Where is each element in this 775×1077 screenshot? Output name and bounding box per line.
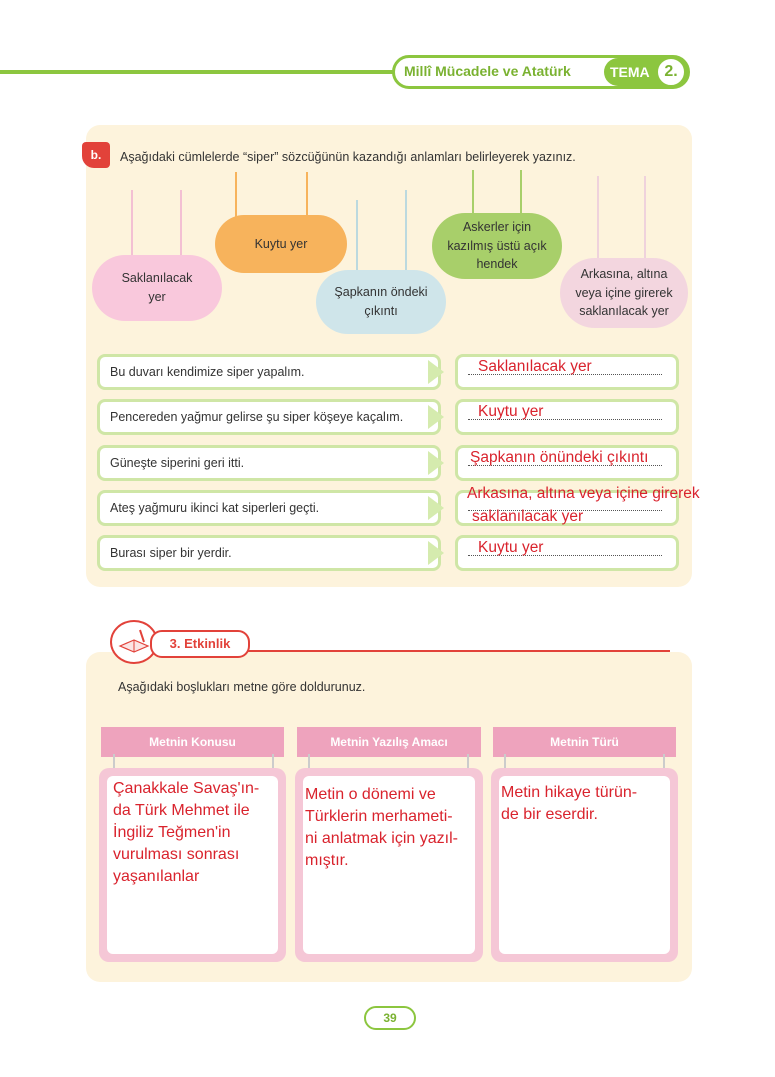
cloud-string	[235, 172, 237, 222]
answer-text-line2: saklanılacak yer	[472, 508, 584, 525]
answer-text: Saklanılacak yer	[478, 358, 592, 375]
arrow-icon	[428, 451, 444, 475]
answer-text: Kuytu yer	[478, 403, 544, 420]
cloud-sapka: Şapkanın öndeki çıkıntı	[316, 270, 446, 334]
page-number: 39	[364, 1006, 416, 1030]
etkinlik-instruction: Aşağıdaki boşlukları metne göre doldurunuz.	[118, 680, 366, 694]
tema-number: 2.	[656, 57, 686, 87]
arrow-icon	[428, 360, 444, 384]
sentence-box: Pencereden yağmur gelirse şu siper köşeye kaçalım.	[97, 399, 441, 435]
sentence-box: Ateş yağmuru ikinci kat siperleri geçti.	[97, 490, 441, 526]
arrow-icon	[428, 541, 444, 565]
cloud-hendek: Askerler için kazılmış üstü açık hendek	[432, 213, 562, 279]
column-header-yazilis-amaci: Metnin Yazılış Amacı	[297, 727, 481, 757]
konusu-answer: Çanakkale Savaş'ın- da Türk Mehmet ile İngiliz Teğmen'in vurulması sonrası yaşanılanlar	[113, 780, 260, 885]
column-header-turu: Metnin Türü	[493, 727, 676, 757]
arrow-icon	[428, 496, 444, 520]
cloud-string	[520, 170, 522, 218]
header-rule	[0, 70, 400, 74]
cloud-saklanilacak: Saklanılacak yer	[92, 255, 222, 321]
etkinlik-rule	[240, 650, 670, 652]
cloud-string	[405, 190, 407, 275]
turu-answer: Metin hikaye türün- de bir eserdir.	[501, 784, 638, 823]
section-b-badge: b.	[82, 142, 110, 168]
column-header-konusu: Metnin Konusu	[101, 727, 284, 757]
sentence-box: Burası siper bir yerdir.	[97, 535, 441, 571]
header-title: Millî Mücadele ve Atatürk	[404, 63, 571, 79]
tema-badge: TEMA	[604, 58, 688, 86]
cloud-string	[356, 200, 358, 275]
cloud-string	[472, 170, 474, 218]
yazilis-amaci-answer: Metin o dönemi ve Türklerin merhameti- ni anlatmak için yazıl- mıştır.	[305, 786, 458, 869]
cloud-kuytu: Kuytu yer	[215, 215, 347, 273]
answer-text: Şapkanın önündeki çıkıntı	[470, 449, 649, 466]
section-b-instruction: Aşağıdaki cümlelerde “siper” sözcüğünün kazandığı anlamları belirleyerek yazınız.	[120, 150, 576, 164]
etkinlik-label: 3. Etkinlik	[150, 630, 250, 658]
answer-text-line1: Arkasına, altına veya içine girerek	[467, 485, 700, 502]
cloud-string	[597, 176, 599, 264]
sentence-box: Güneşte siperini geri itti.	[97, 445, 441, 481]
sentence-box: Bu duvarı kendimize siper yapalım.	[97, 354, 441, 390]
cloud-string	[644, 176, 646, 264]
cloud-arkasina: Arkasına, altına veya içine girerek saklanılacak yer	[560, 258, 688, 328]
arrow-icon	[428, 405, 444, 429]
answer-text: Kuytu yer	[478, 539, 544, 556]
